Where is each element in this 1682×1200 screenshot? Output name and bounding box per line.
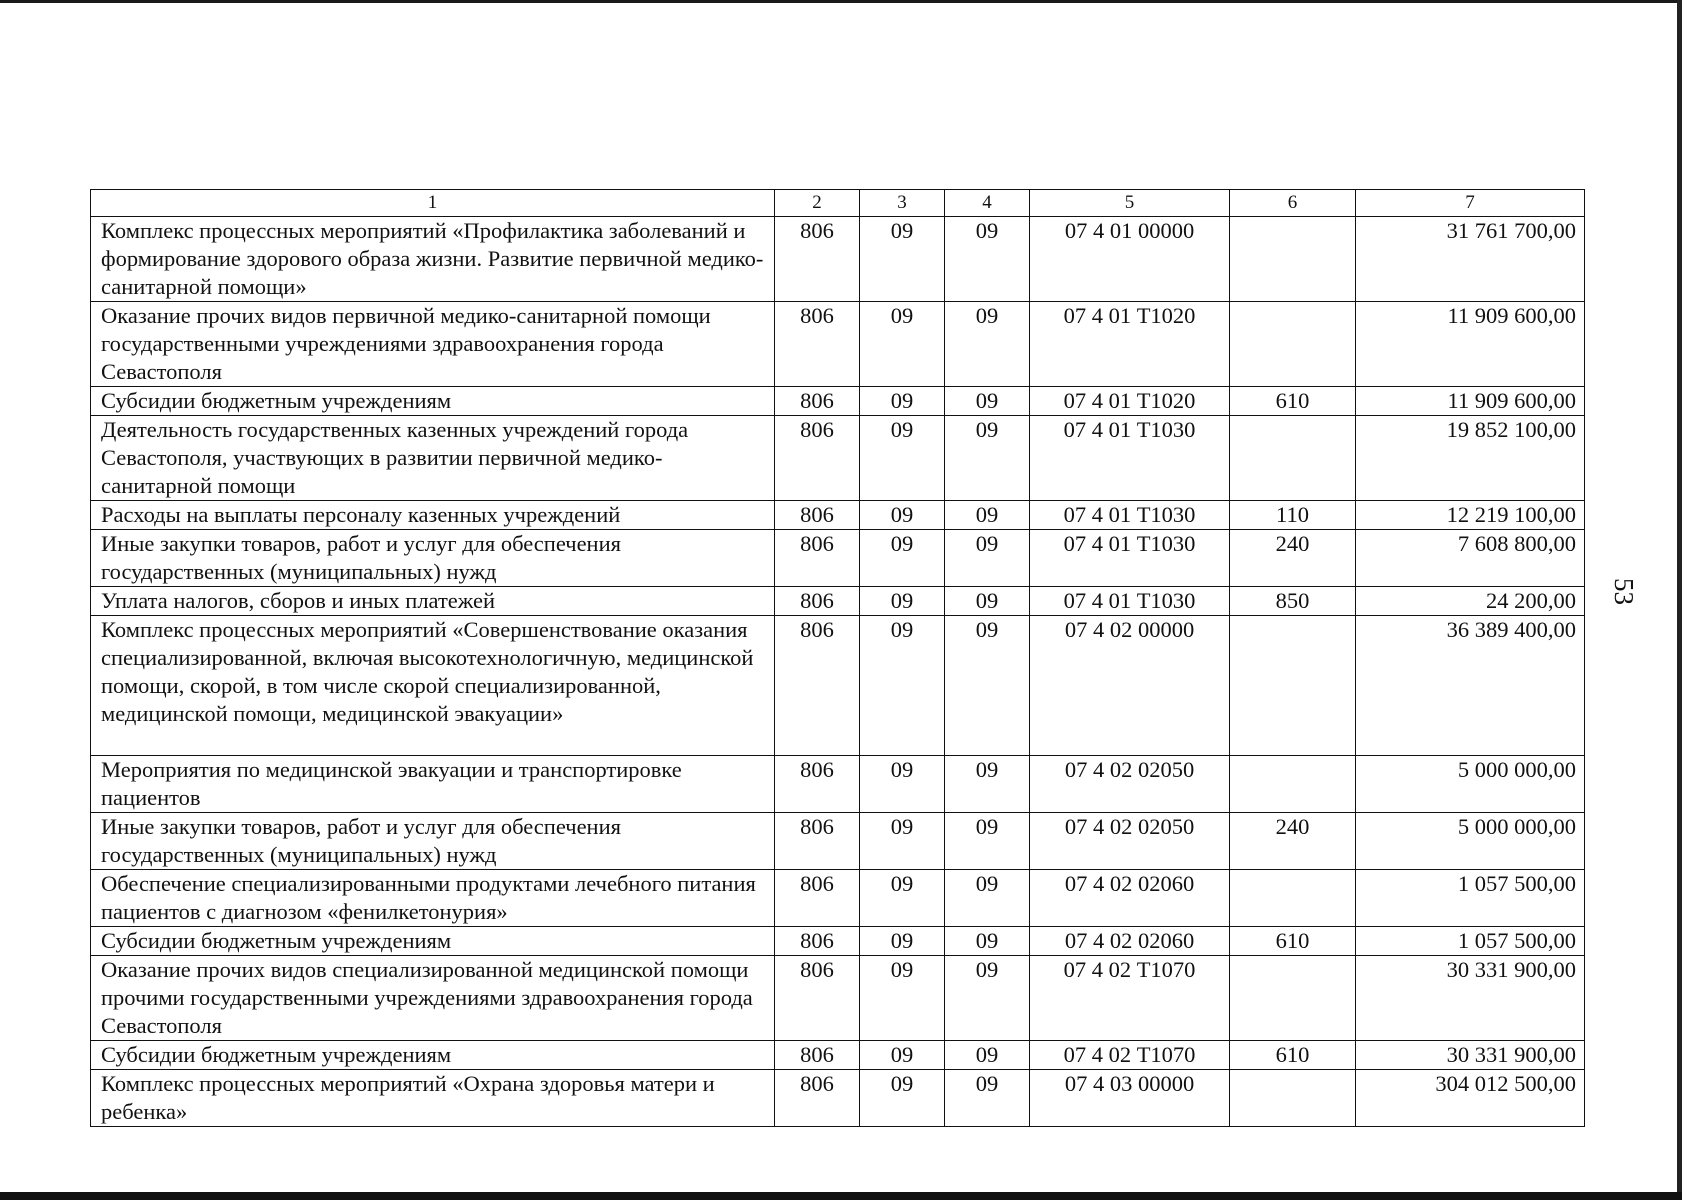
row-expense-type: 610 [1230,927,1356,956]
row-name: Иные закупки товаров, работ и услуг для обеспечения государственных (муниципальных) нужд [91,530,775,587]
row-amount: 7 608 800,00 [1356,530,1585,587]
row-name: Обеспечение специализированными продуктами лечебного питания пациентов с диагнозом «фенилкетонурия» [91,870,775,927]
row-grbs: 806 [775,1070,860,1127]
row-subsection: 09 [945,501,1030,530]
row-subsection: 09 [945,387,1030,416]
row-section: 09 [860,416,945,501]
row-name: Комплекс процессных мероприятий «Совершенствование оказания специализированной, включая высокотехнологичную, медицинской помощи, скорой, в том числе скорой специализированной, медицинской помощи, медицинской эвакуации» [91,616,775,756]
row-expense-type [1230,302,1356,387]
row-amount: 11 909 600,00 [1356,302,1585,387]
row-section: 09 [860,927,945,956]
row-expense-type: 240 [1230,813,1356,870]
header-col-6: 6 [1230,190,1356,217]
row-amount: 19 852 100,00 [1356,416,1585,501]
row-expense-type [1230,416,1356,501]
scan-edge-right [1677,0,1682,1200]
scan-edge-bottom [0,1192,1682,1200]
table-row [91,927,1585,956]
table-row [91,501,1585,530]
row-name: Деятельность государственных казенных учреждений города Севастополя, участвующих в развитии первичной медико-санитарной помощи [91,416,775,501]
table-row [91,870,1585,927]
header-row [91,190,1585,217]
row-section: 09 [860,1041,945,1070]
row-target-article: 07 4 01 Т1030 [1030,587,1230,616]
row-expense-type [1230,956,1356,1041]
row-name: Субсидии бюджетным учреждениям [91,1041,775,1070]
row-grbs: 806 [775,616,860,756]
header-col-2: 2 [775,190,860,217]
row-amount: 304 012 500,00 [1356,1070,1585,1127]
row-grbs: 806 [775,501,860,530]
row-target-article: 07 4 01 Т1030 [1030,501,1230,530]
row-subsection: 09 [945,956,1030,1041]
row-subsection: 09 [945,416,1030,501]
table-row [91,530,1585,587]
row-name: Уплата налогов, сборов и иных платежей [91,587,775,616]
row-section: 09 [860,1070,945,1127]
row-amount: 5 000 000,00 [1356,813,1585,870]
row-name: Иные закупки товаров, работ и услуг для обеспечения государственных (муниципальных) нужд [91,813,775,870]
row-target-article: 07 4 02 Т1070 [1030,956,1230,1041]
row-amount: 30 331 900,00 [1356,956,1585,1041]
row-section: 09 [860,387,945,416]
table-row [91,302,1585,387]
row-name: Оказание прочих видов первичной медико-санитарной помощи государственными учреждениями здравоохранения города Севастополя [91,302,775,387]
header-col-4: 4 [945,190,1030,217]
row-grbs: 806 [775,756,860,813]
row-expense-type [1230,870,1356,927]
row-amount: 1 057 500,00 [1356,870,1585,927]
table-row [91,616,1585,756]
row-section: 09 [860,956,945,1041]
row-name: Оказание прочих видов специализированной медицинской помощи прочими государственными учреждениями здравоохранения города Севастополя [91,956,775,1041]
row-name: Комплекс процессных мероприятий «Профилактика заболеваний и формирование здорового образа жизни. Развитие первичной медико-санитарной помощи» [91,217,775,302]
row-target-article: 07 4 02 02060 [1030,927,1230,956]
row-target-article: 07 4 01 Т1030 [1030,530,1230,587]
header-col-7: 7 [1356,190,1585,217]
row-subsection: 09 [945,813,1030,870]
row-subsection: 09 [945,756,1030,813]
table-row [91,813,1585,870]
row-target-article: 07 4 03 00000 [1030,1070,1230,1127]
row-expense-type [1230,756,1356,813]
row-expense-type [1230,616,1356,756]
row-grbs: 806 [775,387,860,416]
row-grbs: 806 [775,587,860,616]
row-grbs: 806 [775,416,860,501]
row-grbs: 806 [775,1041,860,1070]
row-expense-type: 850 [1230,587,1356,616]
row-section: 09 [860,217,945,302]
header-col-3: 3 [860,190,945,217]
row-target-article: 07 4 01 Т1020 [1030,302,1230,387]
table-row [91,217,1585,302]
row-target-article: 07 4 02 02050 [1030,813,1230,870]
row-section: 09 [860,756,945,813]
row-section: 09 [860,501,945,530]
row-section: 09 [860,302,945,387]
header-col-5: 5 [1030,190,1230,217]
row-expense-type: 110 [1230,501,1356,530]
row-section: 09 [860,870,945,927]
row-section: 09 [860,587,945,616]
row-subsection: 09 [945,1070,1030,1127]
row-expense-type [1230,1070,1356,1127]
row-grbs: 806 [775,870,860,927]
row-amount: 11 909 600,00 [1356,387,1585,416]
row-section: 09 [860,813,945,870]
row-name: Субсидии бюджетным учреждениям [91,387,775,416]
row-amount: 1 057 500,00 [1356,927,1585,956]
row-grbs: 806 [775,217,860,302]
row-grbs: 806 [775,530,860,587]
row-grbs: 806 [775,813,860,870]
row-target-article: 07 4 01 Т1020 [1030,387,1230,416]
row-target-article: 07 4 01 00000 [1030,217,1230,302]
row-subsection: 09 [945,302,1030,387]
table-row [91,587,1585,616]
row-expense-type: 610 [1230,1041,1356,1070]
row-amount: 5 000 000,00 [1356,756,1585,813]
row-amount: 36 389 400,00 [1356,616,1585,756]
row-section: 09 [860,616,945,756]
row-subsection: 09 [945,587,1030,616]
row-expense-type [1230,217,1356,302]
row-expense-type: 240 [1230,530,1356,587]
table-row [91,956,1585,1041]
table-body [91,217,1585,1127]
budget-table [90,189,1585,1127]
row-grbs: 806 [775,956,860,1041]
row-amount: 31 761 700,00 [1356,217,1585,302]
row-target-article: 07 4 02 02050 [1030,756,1230,813]
table-row [91,416,1585,501]
table-row [91,1041,1585,1070]
row-subsection: 09 [945,927,1030,956]
row-subsection: 09 [945,616,1030,756]
page-number: 53 [1609,578,1639,605]
scan-edge-top [0,0,1682,3]
row-target-article: 07 4 02 02060 [1030,870,1230,927]
row-amount: 24 200,00 [1356,587,1585,616]
row-section: 09 [860,530,945,587]
row-target-article: 07 4 02 Т1070 [1030,1041,1230,1070]
row-amount: 12 219 100,00 [1356,501,1585,530]
table-row [91,756,1585,813]
table-row [91,387,1585,416]
row-amount: 30 331 900,00 [1356,1041,1585,1070]
row-grbs: 806 [775,927,860,956]
row-target-article: 07 4 01 Т1030 [1030,416,1230,501]
row-name: Комплекс процессных мероприятий «Охрана здоровья матери и ребенка» [91,1070,775,1127]
row-name: Расходы на выплаты персоналу казенных учреждений [91,501,775,530]
row-subsection: 09 [945,217,1030,302]
row-name: Мероприятия по медицинской эвакуации и транспортировке пациентов [91,756,775,813]
row-target-article: 07 4 02 00000 [1030,616,1230,756]
row-name: Субсидии бюджетным учреждениям [91,927,775,956]
row-grbs: 806 [775,302,860,387]
row-expense-type: 610 [1230,387,1356,416]
row-subsection: 09 [945,870,1030,927]
table-row [91,1070,1585,1127]
row-subsection: 09 [945,530,1030,587]
row-subsection: 09 [945,1041,1030,1070]
header-col-1: 1 [91,190,775,217]
